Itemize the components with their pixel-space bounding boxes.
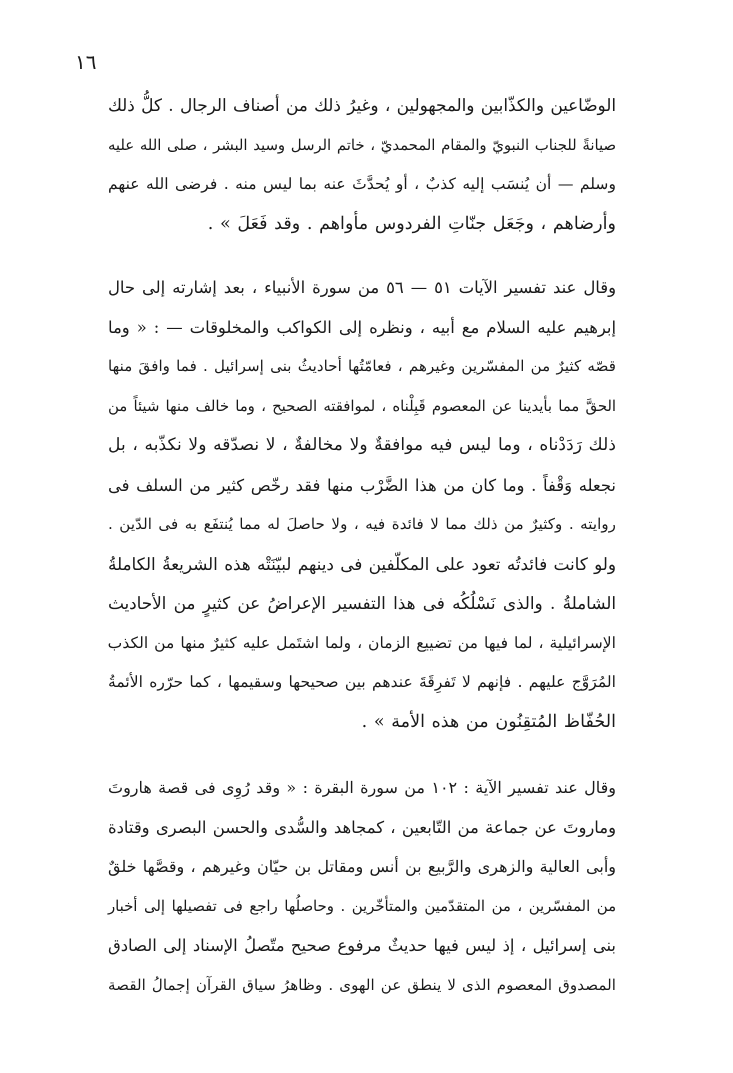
paragraph-3 <box>108 768 616 1005</box>
text-line: بنى إسرائيل ، إذ ليس فيها حديثٌ مرفوع صحيح متّصلُ الإسناد إلى الصادق <box>108 936 616 955</box>
text-line: الشاملةُ . والذى نَسْلُكُه فى هذا التفسير الإعراضُ عن كثيرٍ من الأحاديث <box>108 593 616 613</box>
text-line: الوضّاعين والكذّابين والمجهولين ، وغيرُ ذلك من أصناف الرجال . كلُّ ذلك <box>108 95 616 115</box>
text-line: وأبى العالية والزهرى والرَّبيع بن أنس ومقاتل بن حيّان وغيرهم ، وقصَّها خلقٌ <box>108 857 616 876</box>
text-line: إبرهيم عليه السلام مع أبيه ، ونظره إلى الكواكب والمخلوقات — : « وما <box>108 317 616 337</box>
text-line: من المفسّرين ، من المتقدّمين والمتأخّرين . وحاصلُها راجع فى تفصيلها إلى أخبار <box>108 897 616 915</box>
text-line: ولو كانت فائدتُه تعود على المكلّفين فى دينهم لبيّنَتْه هذه الشريعةُ الكاملةُ <box>108 553 616 574</box>
text-line: الإسرائيلية ، لما فيها من تضييع الزمان ، ولما اشتَمل عليه كثيرٌ منها من الكذب <box>107 633 616 652</box>
paragraph-1 <box>108 86 616 244</box>
text-line: وأرضاهم ، وجَعَل جنّاتِ الفردوس مأواهم . وقد فَعَلَ » . <box>207 213 616 234</box>
page-number: ١٦ <box>75 50 97 74</box>
text-line: وسلم — أن يُنسَب إليه كذبٌ ، أو يُحدَّثَ عنه بما ليس منه . فرضى الله عنهم <box>108 175 616 193</box>
text-line: المُرَوَّج عليهم . فإنهم لا تَفرِقَةَ عندهم بين صحيحها وسقيمها ، كما حرّره الأئمةُ <box>108 673 616 691</box>
text-line: وقال عند تفسير الآية : ١٠٢ من سورة البقرة : « وقد رُوِى فى قصة هاروتَ <box>108 778 616 797</box>
text-line: وماروتَ عن جماعة من التّابعين ، كمجاهد والسُّدى والحسن البصرى وقتادة <box>108 817 616 837</box>
text-line: نجعله وَقْفاً . وما كان من هذا الضَّرْب منها فقد رخّص كثير من السلف فى <box>108 475 616 495</box>
text-line: المصدوق المعصوم الذى لا ينطق عن الهوى . وظاهرُ سياق القرآن إجمالُ القصة <box>108 975 616 994</box>
text-line: الحقَّ مما بأيدينا عن المعصوم قَبِلْناه ، لموافقته الصحيح ، وما خالف منها شيئاً من <box>108 397 616 415</box>
text-line: روايته . وكثيرٌ من ذلك مما لا فائدة فيه ، ولا حاصلَ له مما يُنتفَع به فى الدّين . <box>108 515 616 533</box>
text-line: وقال عند تفسير الآيات ٥١ — ٥٦ من سورة الأنبياء ، بعد إشارته إلى حال <box>108 278 616 297</box>
paragraph-2 <box>108 268 616 742</box>
text-line: ذلك رَدَدْناه ، وما ليس فيه موافقةٌ ولا مخالفةٌ ، لا نصدّقه ولا نكذّبه ، بل <box>108 435 616 455</box>
text-line: الحُفّاظ المُتقِنُون من هذه الأمة » . <box>361 711 616 732</box>
text-line: صيانةً للجناب النبويّ والمقام المحمديّ ، خاتم الرسل وسيد البشر ، صلى الله عليه <box>108 136 616 154</box>
text-line: قصّه كثيرٌ من المفسّرين وغيرهم ، فعامّتُها أحاديثُ بنى إسرائيل . فما وافقَ منها <box>108 357 616 375</box>
